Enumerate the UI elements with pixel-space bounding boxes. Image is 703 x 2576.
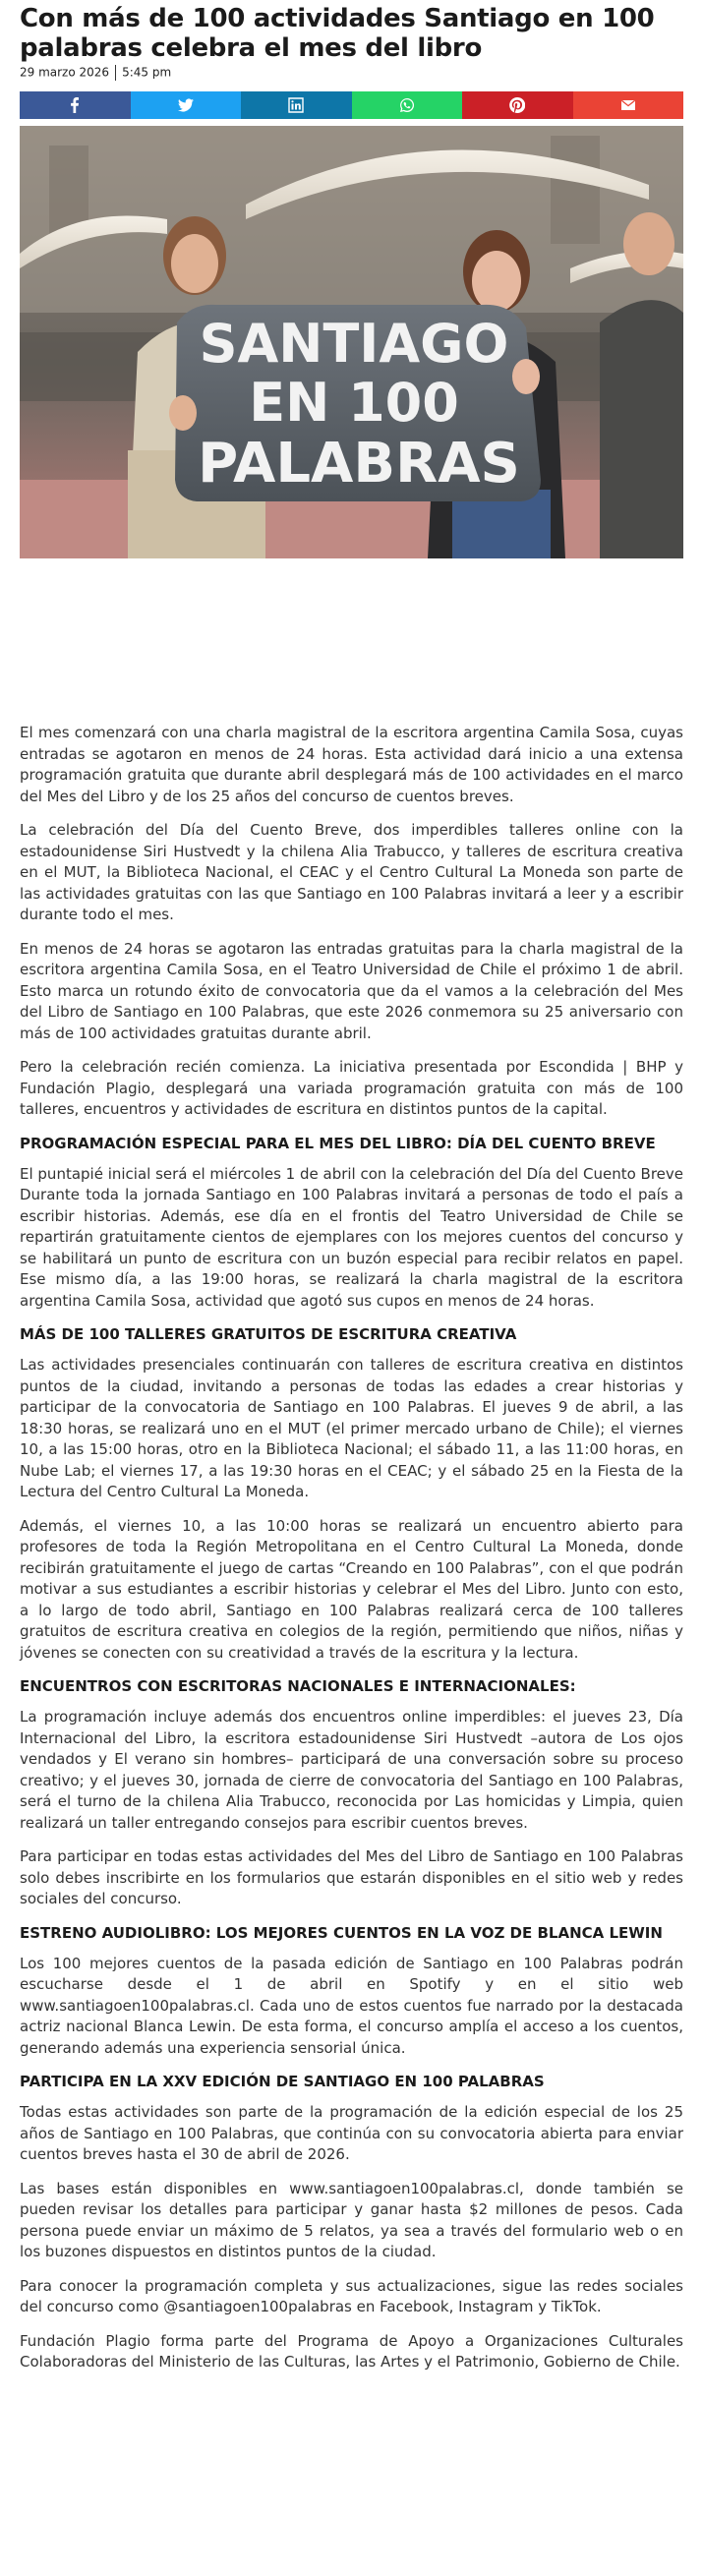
article-date: 29 marzo 2026	[20, 65, 110, 80]
article-time: 5:45 pm	[122, 65, 172, 80]
paragraph: Pero la celebración recién comienza. La iniciativa presentada por Escondida | BHP y Fundación Plagio, desplegará una variada programación gratuita con más de 100 talleres, encuentros y actividades de escritura en distintos puntos de la capital.	[20, 1058, 683, 1118]
paragraph: Los 100 mejores cuentos de la pasada edición de Santiago en 100 Palabras podrán escucharse desde el 1 de abril en Spotify y en el sitio web www.santiagoen100palabras.cl. Cada uno de estos cuentos fue narrado por la destacada actriz nacional Blanca Lewin. De esta forma, el concurso amplía el acceso a los cuentos, generando además una experiencia sensorial única.	[20, 1954, 683, 2057]
paragraph: Fundación Plagio forma parte del Programa de Apoyo a Organizaciones Culturales Colaboradoras del Ministerio de las Culturas, las Artes y el Patrimonio, Gobierno de Chile.	[20, 2331, 683, 2371]
article-body	[20, 723, 683, 2386]
twitter-icon	[178, 97, 194, 113]
hero-photo	[20, 126, 683, 558]
article-title: Con más de 100 actividades Santiago en 100 palabras celebra el mes del libro	[20, 4, 655, 63]
paragraph: Además, el viernes 10, a las 10:00 horas se realizará un encuentro abierto para profesores de toda la Región Metropolitana en el Centro Cultural La Moneda, donde recibirán gratuitamente el juego de cartas “Creando en 100 Palabras”, con el que podrán motivar a sus estudiantes a escribir historias y celebrar el Mes del Libro. Junto con esto, a lo largo de todo abril, Santiago en 100 Palabras realizará cerca de 100 talleres gratuitos de escritura creativa en colegios de la región, permitiendo que niños, niñas y jóvenes se conecten con su creatividad a través de la escritura y la lectura.	[20, 1516, 683, 1662]
section-heading: PROGRAMACIÓN ESPECIAL PARA EL MES DEL LIBRO: DÍA DEL CUENTO BREVE	[20, 1134, 656, 1152]
article-meta	[20, 65, 171, 81]
share-linkedin-button[interactable]	[241, 91, 352, 119]
paragraph: La celebración del Día del Cuento Breve, dos imperdibles talleres online con la estadounidense Siri Hustvedt y la chilena Alia Trabucco, y talleres de escritura creativa en el MUT, la Biblioteca Nacional, el CEAC y el Centro Cultural La Moneda son parte de las actividades gratuitas con las que Santiago en 100 Palabras invitará a leer y a escribir durante todo el mes.	[20, 821, 683, 923]
share-twitter-button[interactable]	[131, 91, 242, 119]
share-email-button[interactable]	[573, 91, 684, 119]
paragraph: Todas estas actividades son parte de la programación de la edición especial de los 25 años de Santiago en 100 Palabras, que continúa con su convocatoria abierta para enviar cuentos breves hasta el 30 de abril de 2026.	[20, 2103, 683, 2163]
paragraph: El mes comenzará con una charla magistral de la escritora argentina Camila Sosa, cuyas entradas se agotaron en menos de 24 horas. Esta actividad dará inicio a una extensa programación gratuita que durante abril desplegará más de 100 actividades en el marco del Mes del Libro y de los 25 años del concurso de cuentos breves.	[20, 724, 683, 805]
paragraph: Para participar en todas estas actividades del Mes del Libro de Santiago en 100 Palabras solo debes inscribirte en los formularios que estarán disponibles en el sitio web y redes sociales del concurso.	[20, 1847, 683, 1907]
paragraph: Para conocer la programación completa y sus actualizaciones, sigue las redes sociales del concurso como @santiagoen100palabras en Facebook, Instagram y TikTok.	[20, 2276, 683, 2315]
sign-line-1: SANTIAGO	[199, 313, 509, 375]
paragraph: En menos de 24 horas se agotaron las entradas gratuitas para la charla magistral de la escritora argentina Camila Sosa, en el Teatro Universidad de Chile el próximo 1 de abril. Esto marca un rotundo éxito de convocatoria que da el vamos a la celebración del Mes del Libro de Santiago en 100 Palabras, que este 2026 conmemora su 25 aniversario con más de 100 actividades gratuitas durante abril.	[20, 939, 683, 1042]
paragraph: La programación incluye además dos encuentros online imperdibles: el jueves 23, Día Internacional del Libro, la escritora estadounidense Siri Hustvedt –autora de Los ojos vendados y El verano sin hombres– participará de una conversación sobre su proceso creativo; y el jueves 30, jornada de cierre de convocatoria del Santiago en 100 Palabras, será el turno de la chilena Alia Trabucco, reconocida por Las homicidas y Limpia, quien realizará un taller entregando consejos para escribir cuentos breves.	[20, 1708, 683, 1832]
sign-line-3: PALABRAS	[198, 432, 520, 496]
email-icon	[620, 97, 636, 113]
share-pinterest-button[interactable]	[462, 91, 573, 119]
section-heading: MÁS DE 100 TALLERES GRATUITOS DE ESCRITURA CREATIVA	[20, 1325, 517, 1343]
sign-line-2: EN 100	[249, 372, 459, 434]
facebook-icon	[67, 97, 83, 113]
paragraph: El puntapié inicial será el miércoles 1 de abril con la celebración del Día del Cuento Breve Durante toda la jornada Santiago en 100 Palabras invitará a personas de todo el país a escribir historias. Además, ese día en el frontis del Teatro Universidad de Chile se repartirán gratuitamente cientos de ejemplares con los mejores cuentos del concurso y se habilitará un punto de escritura con un buzón especial para recibir relatos en papel. Ese mismo día, a las 19:00 horas, se realizará la charla magistral de la escritora argentina Camila Sosa, actividad que agotó sus cupos en menos de 24 horas.	[20, 1164, 683, 1310]
share-whatsapp-button[interactable]	[352, 91, 463, 119]
whatsapp-icon	[399, 97, 415, 113]
pinterest-icon	[509, 97, 525, 113]
hero-image	[20, 126, 683, 558]
meta-divider	[115, 65, 116, 81]
section-heading: ENCUENTROS CON ESCRITORAS NACIONALES E INTERNACIONALES:	[20, 1677, 576, 1695]
paragraph: Las bases están disponibles en www.santiagoen100palabras.cl, donde también se pueden revisar los detalles para participar y ganar hasta $2 millones de pesos. Cada persona puede enviar un máximo de 5 relatos, ya sea a través del formulario web o en los buzones dispuestos en distintos puntos de la ciudad.	[20, 2179, 683, 2260]
paragraph: Las actividades presenciales continuarán con talleres de escritura creativa en distintos puntos de la ciudad, invitando a personas de todas las edades a crear historias y participar de la convocatoria de Santiago en 100 Palabras. El jueves 9 de abril, a las 18:30 horas, se realizará uno en el MUT (el primer mercado urbano de Chile); el viernes 10, a las 15:00 horas, otro en la Biblioteca Nacional; el sábado 11, a las 11:00 horas, en Nube Lab; el viernes 17, a las 19:30 horas en el CEAC; y el sábado 25 en la Fiesta de la Lectura del Centro Cultural La Moneda.	[20, 1356, 683, 1500]
section-heading: ESTRENO AUDIOLIBRO: LOS MEJORES CUENTOS EN LA VOZ DE BLANCA LEWIN	[20, 1923, 663, 1942]
linkedin-icon	[288, 97, 304, 113]
share-facebook-button[interactable]	[20, 91, 131, 119]
section-heading: PARTICIPA EN LA XXV EDICIÓN DE SANTIAGO EN 100 PALABRAS	[20, 2073, 545, 2090]
share-bar	[20, 91, 683, 119]
